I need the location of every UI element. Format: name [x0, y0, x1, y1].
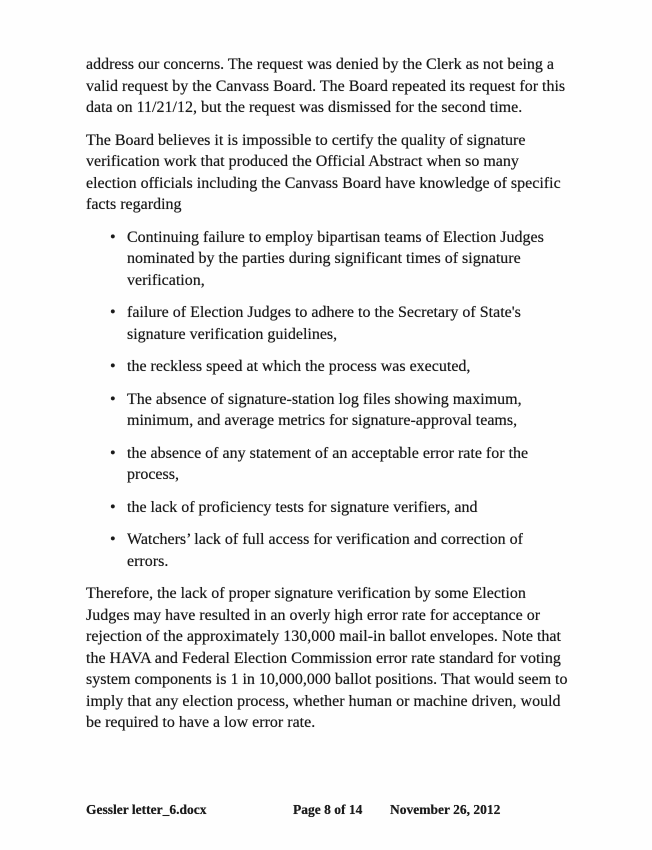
paragraph-board-believes: The Board believes it is impossible to certify the quality of signature verification work that produced the Official Abstract when so many election officials including the Canvass Board have knowledge of specific facts regarding — [86, 131, 561, 213]
footer-page-number: Page 8 of 14 — [293, 802, 363, 817]
footer-filename: Gessler letter_6.docx — [86, 802, 207, 817]
footer-date: November 26, 2012 — [390, 802, 501, 817]
paragraph-request-denied: address our concerns. The request was denied by the Clerk as not being a valid request by the Canvass Board. The Board repeated its request for this data on 11/21/12, but the request was dismissed for the second time. — [86, 56, 566, 116]
bullet-icon: • — [110, 304, 116, 321]
list-item-text: the lack of proficiency tests for signature verifiers, and — [127, 498, 478, 516]
bullet-icon: • — [110, 444, 116, 462]
bullet-icon: • — [110, 390, 116, 408]
bullet-icon: • — [110, 228, 116, 246]
list-item-text: the reckless speed at which the process was executed, — [127, 358, 471, 375]
bullet-list — [86, 227, 568, 573]
list-item — [110, 227, 568, 292]
list-item — [110, 497, 568, 519]
list-item — [110, 389, 568, 432]
list-item-text: Watchers’ lack of full access for verification and correction of errors. — [127, 531, 523, 570]
list-item — [110, 529, 568, 572]
list-item-text: The absence of signature-station log files showing maximum, minimum, and average metrics for signature-approval teams, — [127, 390, 522, 429]
list-item — [110, 356, 568, 378]
bullet-icon: • — [110, 531, 116, 548]
paragraph-therefore-error-rate: Therefore, the lack of proper signature verification by some Election Judges may have resulted in an overly high error rate for acceptance or rejection of the approximately 130,000 mail-in ballot envelopes. Note that the HAVA and Federal Election Commission error rate standard for voting system components is 1 in 10,000,000 ballot positions. That would seem to imply that any election process, whether human or machine driven, would be required to have a low error rate. — [86, 585, 568, 731]
list-item — [110, 443, 568, 486]
bullet-icon: • — [110, 358, 116, 375]
bullet-icon: • — [110, 498, 116, 516]
list-item-text: failure of Election Judges to adhere to the Secretary of State's signature verification guidelines, — [127, 304, 521, 343]
list-item — [110, 302, 568, 345]
page-footer — [0, 802, 652, 822]
list-item-text: the absence of any statement of an acceptable error rate for the process, — [127, 444, 529, 483]
list-item-text: Continuing failure to employ bipartisan teams of Election Judges nominated by the parties during significant times of signature verification, — [127, 228, 544, 289]
document-body — [86, 54, 568, 745]
